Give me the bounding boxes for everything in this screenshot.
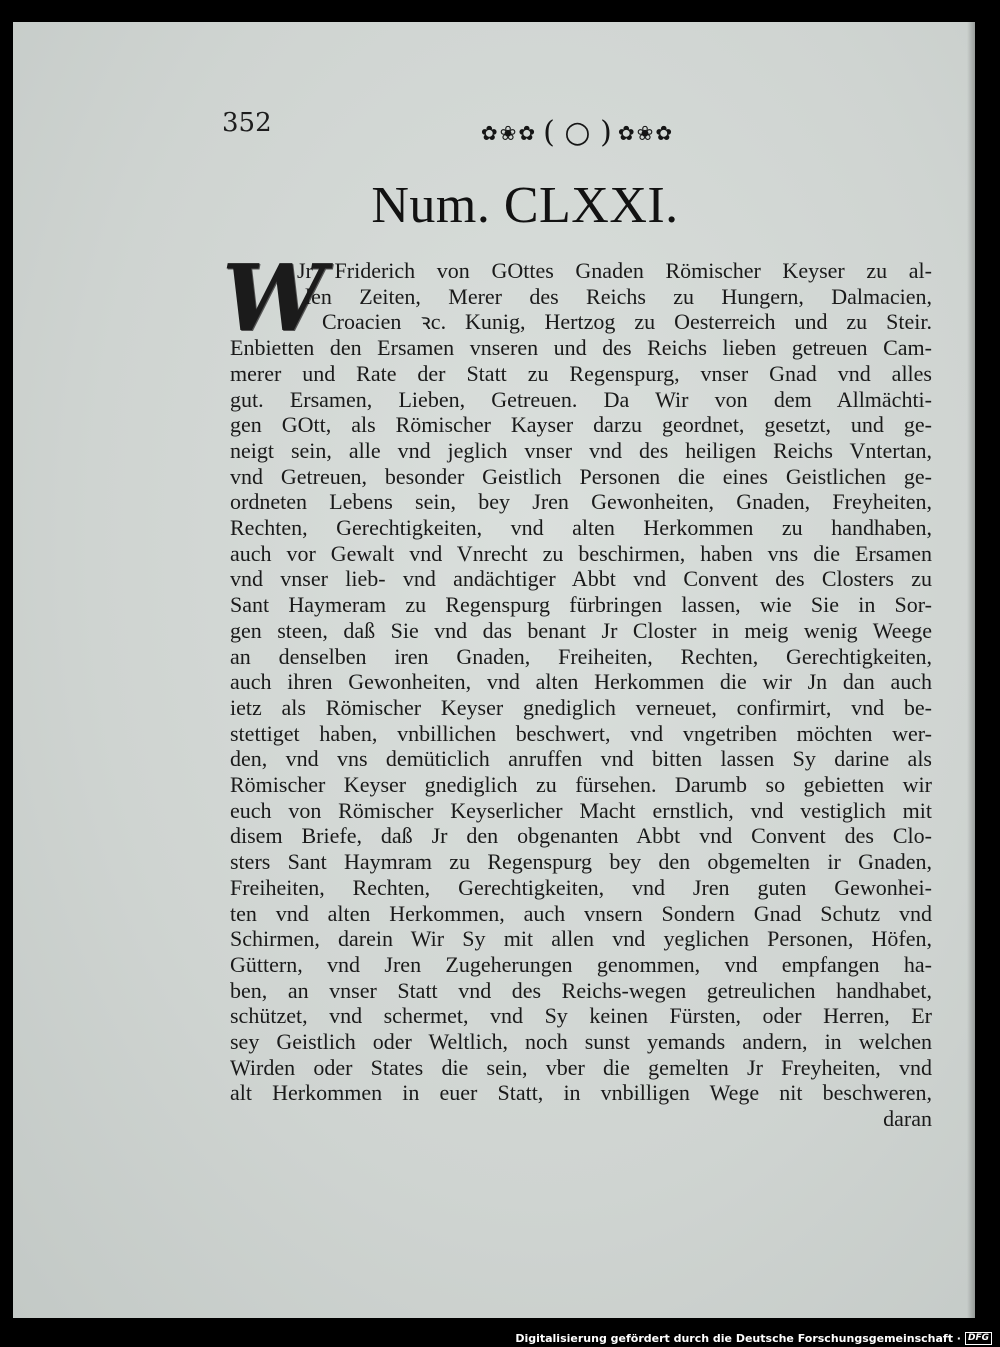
text-line: Wirden oder States die sein, vber die gemelten Jr Freyheiten, vnd — [230, 1054, 932, 1080]
text-line: stettiget haben, vnbillichen beschwert, vnd vngetriben möchten wer- — [230, 720, 932, 746]
decorated-initial: W — [222, 244, 326, 352]
text-line: neigt sein, alle vnd jeglich vnser vnd des heiligen Reichs Vntertan, — [230, 437, 932, 463]
text-line: gut. Ersamen, Lieben, Getreuen. Da Wir von dem Allmächti- — [230, 386, 932, 412]
text-line: auch ihren Gewonheiten, vnd alten Herkommen die wir Jn dan auch — [230, 669, 932, 695]
footer-text: Digitalisierung gefördert durch die Deutsche Forschungsgemeinschaft · — [515, 1332, 961, 1345]
ornament-left-icon: ✿❀✿ — [480, 121, 538, 145]
text-line: schützet, vnd schermet, vnd Sy keinen Fürsten, oder Herren, Er — [230, 1003, 932, 1029]
text-line: an denselben iren Gnaden, Freiheiten, Rechten, Gerechtigkeiten, — [230, 643, 932, 669]
text-line: Rechten, Gerechtigkeiten, vnd alten Herkommen zu handhaben, — [230, 515, 932, 540]
text-line: Jr Friderich von GOttes Gnaden Römischer Keyser zu al- — [297, 258, 932, 283]
document-heading: Num. CLXXI. — [371, 177, 679, 234]
text-line: sters Sant Haymram zu Regenspurg bey den obgemelten ir Gnaden, — [230, 849, 932, 875]
text-line: Römischer Keyser gnediglich zu fürsehen. Darumb so gebietten wir — [230, 772, 932, 797]
text-line: vnd Getreuen, besonder Geistlich Personen die eines Geistlichen ge- — [230, 463, 932, 489]
text-line: euch von Römischer Keyserlicher Macht ernstlich, vnd vestiglich mit — [230, 797, 932, 823]
ornament-right-icon: ✿❀✿ — [617, 121, 675, 145]
text-line: Güttern, vnd Jren Zugeherungen genommen, vnd empfangen ha- — [230, 951, 932, 977]
text-line: Enbietten den Ersamen vnseren und des Reichs lieben getreuen Cam- — [230, 335, 932, 361]
text-line: sey Geistlich oder Weltlich, noch sunst yemands andern, in welchen — [230, 1029, 932, 1054]
page-number: 352 — [222, 108, 272, 138]
text-line: ben, an vnser Statt vnd des Reichs-wegen getreulichen handhabet, — [230, 977, 932, 1003]
text-line: gen steen, daß Sie vnd das benant Jr Closter in meig wenig Weege — [230, 617, 932, 643]
text-line: auch vor Gewalt vnd Vnrecht zu beschirmen, haben vns die Ersamen — [230, 540, 932, 566]
text-line: ietz als Römischer Keyser gnediglich verneuet, confirmirt, vnd be- — [230, 694, 932, 720]
text-line: den, vnd vns demüticlich anruffen vnd bitten lassen Sy darine als — [230, 746, 932, 772]
ornament-center: ( ○ ) — [543, 115, 612, 150]
text-line: gen GOtt, als Römischer Kayser darzu geordnet, gesetzt, und ge- — [230, 412, 932, 438]
text-line: merer und Rate der Statt zu Regenspurg, vnser Gnad vnd alles — [230, 360, 932, 386]
text-line: Sant Haymeram zu Regenspurg fürbringen lassen, wie Sie in Sor- — [230, 592, 932, 618]
text-line: ordneten Lebens sein, bey Jren Gewonheiten, Gnaden, Freyheiten, — [230, 489, 932, 515]
text-line: ten vnd alten Herkommen, auch vnsern Sondern Gnad Schutz vnd — [230, 900, 932, 926]
text-line: Schirmen, darein Wir Sy mit allen vnd yeglichen Personen, Höfen, — [230, 926, 932, 952]
text-line: vnd vnser lieb- vnd andächtiger Abbt vnd Convent des Closters zu — [230, 566, 932, 592]
text-line: disem Briefe, daß Jr den obgenanten Abbt vnd Convent des Clo- — [230, 823, 932, 849]
catchword: daran — [883, 1106, 932, 1132]
text-line: len Zeiten, Merer des Reichs zu Hungern, Dalmacien, — [305, 283, 932, 309]
footer-credit — [515, 1332, 992, 1345]
text-line: alt Herkommen in euer Statt, in vnbilligen Wege nit beschweren, — [230, 1080, 932, 1106]
text-line: Freiheiten, Rechten, Gerechtigkeiten, vnd Jren guten Gewonhei- — [230, 874, 932, 900]
dfg-logo-icon: DFG — [965, 1332, 992, 1345]
text-line: Croacien ꝛc. Kunig, Hertzog zu Oesterreich und zu Steir. — [322, 309, 932, 335]
